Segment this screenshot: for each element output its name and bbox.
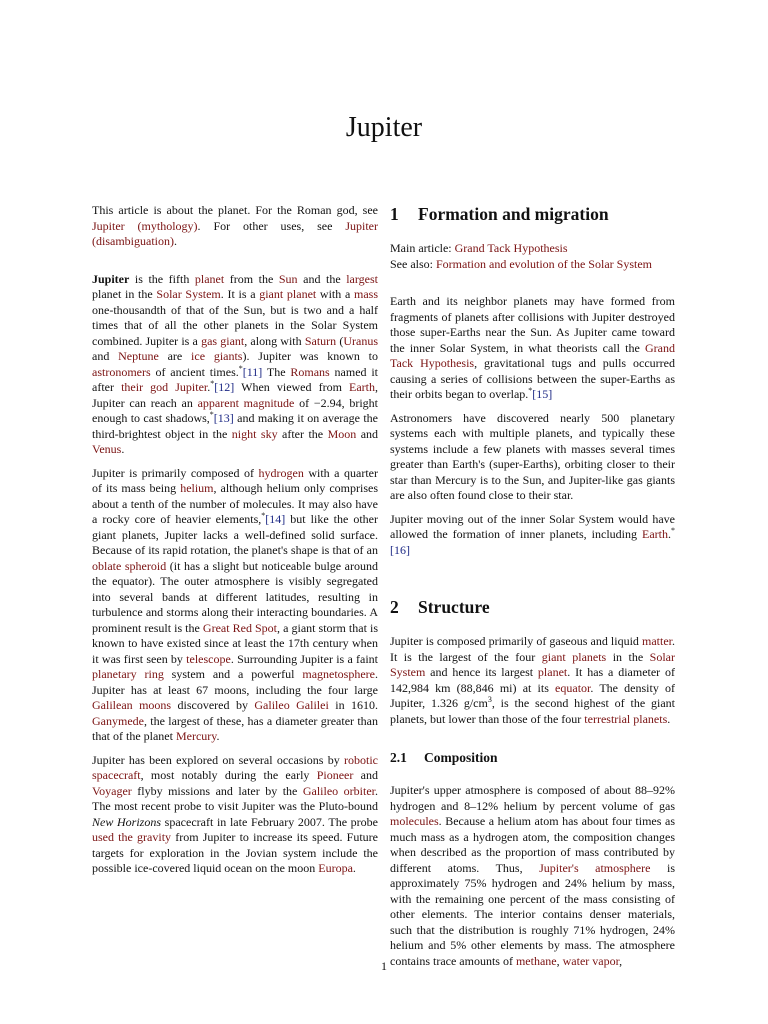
wiki-link[interactable]: molecules: [390, 814, 439, 828]
wiki-link[interactable]: Solar System: [156, 287, 221, 301]
section-number: 2: [390, 597, 399, 617]
wiki-link[interactable]: Moon: [327, 426, 357, 441]
wiki-link[interactable]: robotic spacecraft: [92, 752, 378, 782]
wiki-link[interactable]: planetary ring: [92, 667, 164, 681]
citation-link[interactable]: [12]: [214, 380, 235, 394]
wiki-link[interactable]: Earth: [349, 380, 376, 394]
superscript: *: [209, 410, 214, 419]
intro-paragraph-2: Jupiter is primarily composed of hydrogen with a quarter of its mass being helium, although helium only comprises about a tenth of the number of molecules. It may also have a rocky core of heavier elements,*[14] but like the other giant planets, Jupiter lacks a well-defined solid surface. Because of its rapid rotation, the planet's shape is that of an oblate spheroid (it has a slight but noticeable bulge around the equator). The outer atmosphere is visibly segregated into several bands at different latitudes, resulting in turbulence and storms along their interacting boundaries. A prominent result is the Great Red Spot, a giant storm that is known to have existed since at least the 17th century when it was first seen by telescope. Surrounding Jupiter is a faint planetary ring system and a powerful magnetosphere. Jupiter has at least 67 moons, including the four large Galilean moons discovered by Galileo Galilei in 1610. Ganymede, the largest of these, has a diameter greater than that of the planet Mercury.: [92, 465, 379, 743]
wiki-link[interactable]: Earth: [642, 527, 668, 541]
section-heading-structure: [390, 596, 675, 618]
wiki-link[interactable]: Mercury: [175, 729, 217, 743]
see-also-line: [390, 257, 675, 273]
link-jupiter-disambiguation[interactable]: Jupiter (disambiguation): [92, 218, 378, 248]
link-jupiter-mythology[interactable]: Jupiter (mythology): [92, 218, 198, 233]
wiki-link[interactable]: Uranus: [343, 333, 379, 348]
wiki-link[interactable]: Venus: [92, 442, 122, 456]
superscript: *: [210, 379, 215, 388]
see-also-label: See also:: [390, 256, 436, 271]
wiki-link[interactable]: terrestrial planets: [584, 711, 668, 726]
link-formation-evolution[interactable]: Formation and evolution of the Solar System: [436, 256, 652, 271]
citation-link[interactable]: [15]: [532, 387, 553, 401]
superscript: *: [528, 386, 533, 395]
citation-link[interactable]: [16]: [390, 542, 410, 557]
wiki-link[interactable]: gas giant: [201, 333, 245, 348]
wiki-link[interactable]: planet: [537, 665, 568, 679]
wiki-link[interactable]: Romans: [290, 364, 330, 379]
wiki-link[interactable]: their god Jupiter: [121, 380, 208, 394]
left-column: [92, 203, 378, 885]
wiki-link[interactable]: Saturn: [304, 333, 337, 348]
wiki-link[interactable]: Galileo Galilei: [254, 698, 329, 712]
page-title: Jupiter: [345, 112, 423, 143]
main-article-line: [390, 241, 675, 257]
see-also-block: [390, 241, 675, 272]
composition-paragraph: Jupiter's upper atmosphere is composed of about 88–92% hydrogen and 8–12% helium by percent volume of gas molecules. Because a helium atom has about four times as much mass as a hydrogen atom, the composition changes when described as the proportion of mass contributed by different atoms. Thus, Jupiter's atmosphere is approximately 75% hydrogen and 24% helium by mass, with the remaining one percent of the mass consisting of other elements. The interior contains denser materials, such that the distribution is roughly 71% hydrogen, 24% helium and 5% other elements by mass. The atmosphere contains trace amounts of methane, water vapor,: [390, 783, 675, 968]
wiki-link[interactable]: mass: [353, 287, 378, 301]
wiki-link[interactable]: used the gravity: [92, 830, 172, 844]
citation-link[interactable]: [11]: [242, 364, 263, 379]
superscript: *: [261, 511, 266, 520]
wiki-link[interactable]: giant planet: [259, 287, 317, 301]
wiki-link[interactable]: Galilean moons: [92, 698, 172, 712]
wiki-link[interactable]: Solar System: [390, 649, 676, 679]
wiki-link[interactable]: hydrogen: [258, 465, 304, 480]
superscript: 3: [487, 695, 492, 704]
italic-term: New Horizons: [92, 814, 162, 829]
hatnote-text: . For other uses, see: [197, 218, 346, 233]
bold-term: Jupiter: [92, 271, 130, 286]
wiki-link[interactable]: Ganymede: [92, 713, 144, 728]
wiki-link[interactable]: giant planets: [541, 649, 607, 664]
wiki-link[interactable]: apparent magnitude: [197, 395, 295, 410]
section-title: Formation and migration: [418, 204, 609, 224]
wiki-link[interactable]: ice giants: [191, 349, 243, 363]
hatnote: [92, 203, 378, 250]
intro-paragraph-3: Jupiter has been explored on several occasions by robotic spacecraft, most notably during the early Pioneer and Voyager flyby missions and later by the Galileo orbiter. The most recent probe to visit Jupiter was the Pluto-bound New Horizons spacecraft in late February 2007. The probe used the gravity from Jupiter to increase its speed. Future targets for exploration in the Jovian system include the possible ice-covered liquid ocean on the moon Europa.: [92, 752, 378, 875]
wiki-link[interactable]: planet: [194, 271, 225, 286]
wiki-link[interactable]: methane: [515, 953, 557, 968]
wiki-link[interactable]: Sun: [278, 271, 298, 286]
wiki-link[interactable]: matter: [642, 634, 672, 648]
wiki-link[interactable]: Jupiter's atmosphere: [539, 860, 651, 875]
wiki-link[interactable]: Great Red Spot: [202, 620, 278, 635]
right-column: [390, 203, 675, 977]
wiki-link[interactable]: Neptune: [118, 349, 159, 363]
wiki-link[interactable]: Grand Tack Hypothesis: [390, 340, 675, 370]
section-number: 1: [390, 204, 399, 224]
wiki-link[interactable]: Voyager: [92, 783, 132, 798]
wiki-link[interactable]: equator: [555, 680, 591, 695]
subsection-title: Composition: [424, 750, 498, 765]
formation-paragraph-1: Earth and its neighbor planets may have formed from fragments of planets after collisions with Jupiter destroyed those super-Earths near the Sun. As Jupiter came toward the inner Solar System, in what theorists call the Grand Tack Hypothesis, gravitational tugs and pulls occurred causing a series of collisions between the super-Earths as their orbits began to overlap.*[15]: [390, 294, 675, 401]
citation-link[interactable]: [14]: [265, 512, 286, 526]
wiki-link[interactable]: night sky: [231, 426, 278, 441]
wiki-link[interactable]: water vapor: [562, 953, 620, 968]
intro-paragraph-1: Jupiter is the fifth planet from the Sun and the largest planet in the Solar System. It is a giant planet with a mass one-thousandth of that of the Sun, but is two and a half times that of all the other planets in the Solar System combined. Jupiter is a gas giant, along with Saturn (Uranus and Neptune are ice giants). Jupiter was known to astronomers of ancient times.*[11] The Romans named it after their god Jupiter.*[12] When viewed from Earth, Jupiter can reach an apparent magnitude of −2.94, bright enough to cast shadows,*[13] and making it on average the third-brightest object in the night sky after the Moon and Venus.: [92, 271, 379, 456]
wiki-link[interactable]: helium: [180, 481, 214, 495]
section-title: Structure: [418, 597, 490, 617]
wiki-link[interactable]: largest: [346, 271, 378, 286]
citation-link[interactable]: [13]: [213, 411, 234, 425]
subsection-heading-composition: [390, 749, 675, 767]
wiki-link[interactable]: Pioneer: [316, 768, 354, 782]
main-article-label: Main article:: [390, 241, 455, 255]
superscript: *: [671, 526, 675, 535]
page-number: 1: [381, 959, 387, 973]
formation-paragraph-3: Jupiter moving out of the inner Solar System would have allowed the formation of inner planets, including Earth.*[16]: [390, 511, 675, 557]
hatnote-text: .: [173, 234, 177, 248]
wiki-link[interactable]: Galileo orbiter: [302, 783, 375, 798]
section-heading-formation: [390, 203, 675, 225]
wiki-link[interactable]: Europa: [318, 861, 353, 875]
wiki-link[interactable]: oblate spheroid: [92, 558, 167, 573]
hatnote-text: This article is about the planet. For the Roman god, see: [92, 203, 378, 217]
wiki-link[interactable]: magnetosphere: [302, 667, 375, 681]
superscript: *: [238, 363, 243, 373]
formation-paragraph-2: Astronomers have discovered nearly 500 planetary systems each with multiple planets, and typically these systems include a few planets with masses several times greater than Earth's (super-Earths), orbiting closer to their star than Mercury is to the Sun, and Jupiter-like gas giants are also often found close to their star.: [390, 410, 675, 502]
wiki-link[interactable]: astronomers: [92, 364, 151, 379]
structure-paragraph: Jupiter is composed primarily of gaseous and liquid matter. It is the largest of the four giant planets in the Solar System and hence its largest planet. It has a diameter of 142,984 km (88,846 mi) at its equator. The density of Jupiter, 1.326 $g/cm^3$, is the second highest of the giant planets, but lower than those of the four terrestrial planets.: [390, 634, 676, 726]
link-grand-tack[interactable]: Grand Tack Hypothesis: [454, 241, 568, 255]
subsection-number: 2.1: [390, 750, 407, 765]
wiki-link[interactable]: telescope: [186, 651, 231, 666]
